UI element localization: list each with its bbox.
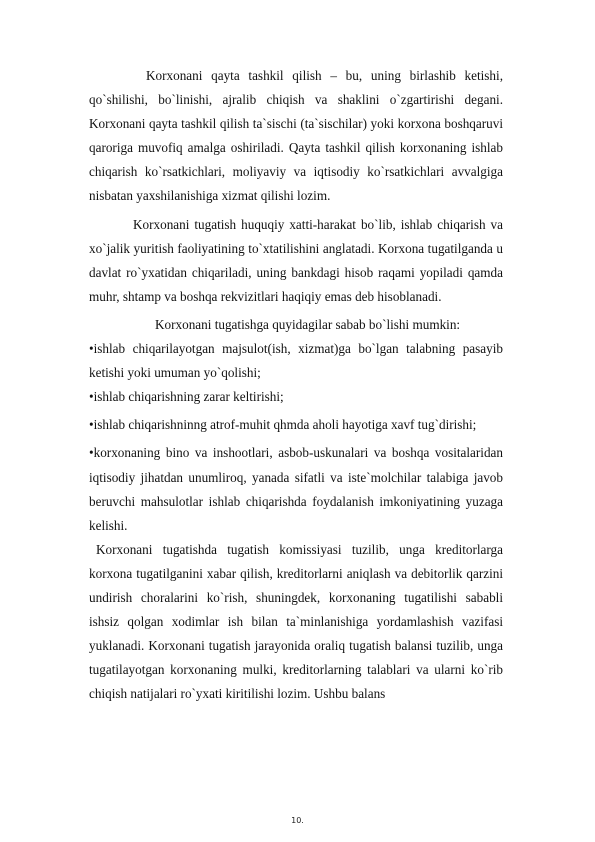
bullet-demand-decline: •ishlab chiqarilayotgan majsulot(ish, xizmat)ga bo`lgan talabning pasayib ketishi yoki umuman yo`qolishi; xyxy=(89,341,503,381)
paragraph-liquidation: Korxonani tugatish huquqiy xatti-harakat bo`lib, ishlab chiqarish va xo`jalik yuritish faoliyatining to`xtatilishini anglatadi. Korxona tugatilganda u davlat ro`yxatidan chiqariladi, uning bankdagi hisob raqami yopiladi qamda muhr, shtamp va boshqa rekvizitlari haqiqiy emas deb hisoblanadi. xyxy=(89,216,503,304)
paragraph-liquidation-reasons: Korxonani tugatishga quyidagilar sabab bo`lishi mumkin: xyxy=(155,316,461,332)
bullet-losses: •ishlab chiqarishning zarar keltirishi; xyxy=(89,389,284,405)
page-number: 10. xyxy=(291,816,304,825)
body-text xyxy=(89,64,503,710)
paragraph-liquidation-commission: Korxonani tugatishda tugatish komissiyasi tuzilib, unga kreditorlarga korxona tugatilganini xabar qilish, kreditorlarni aniqlash va debitorlik qarzini undirish choralarini ko`rish, shuningdek, korxonaning tugatilishi sababli ishsiz qolgan xodimlar ish bilan ta`minlanishiga yordamlashish vazifasi yuklanadi. Korxonani tugatish jarayonida oraliq tugatish balansi tuzilib, unga tugatilayotgan korxonaning mulki, kreditorlarning talablari va ularni ko`rib chiqish natijalari ro`yxati kiritilishi lozim. Ushbu balans xyxy=(89,541,503,702)
bullet-asset-reuse: •korxonaning bino va inshootlari, asbob-uskunalari va boshqa vositalaridan iqtisodiy jihatdan unumliroq, yanada sifatli va iste`molchilar talabiga javob beruvchi mahsulotlar ishlab chiqarishda foydalanish imkoniyatining yuzaga kelishi. xyxy=(89,445,503,533)
paragraph-reorganization: Korxonani qayta tashkil qilish – bu, uning birlashib ketishi, qo`shilishi, bo`linishi, ajralib chiqish va shaklini o`zgartirishi degani. Korxonani qayta tashkil qilish ta`sischi (ta`sischilar) yoki korxona boshqaruvi qaroriga muvofiq amalga oshiriladi. Qayta tashkil qilish korxonaning ishlab chiqarish ko`rsatkichlari, moliyaviy va iqtisodiy ko`rsatkichlari avvalgiga nisbatan yaxshilanishiga xizmat qilishi lozim. xyxy=(89,68,503,204)
bullet-environmental-threat: •ishlab chiqarishninng atrof-muhit qhmda aholi hayotiga xavf tug`dirishi; xyxy=(89,417,477,433)
